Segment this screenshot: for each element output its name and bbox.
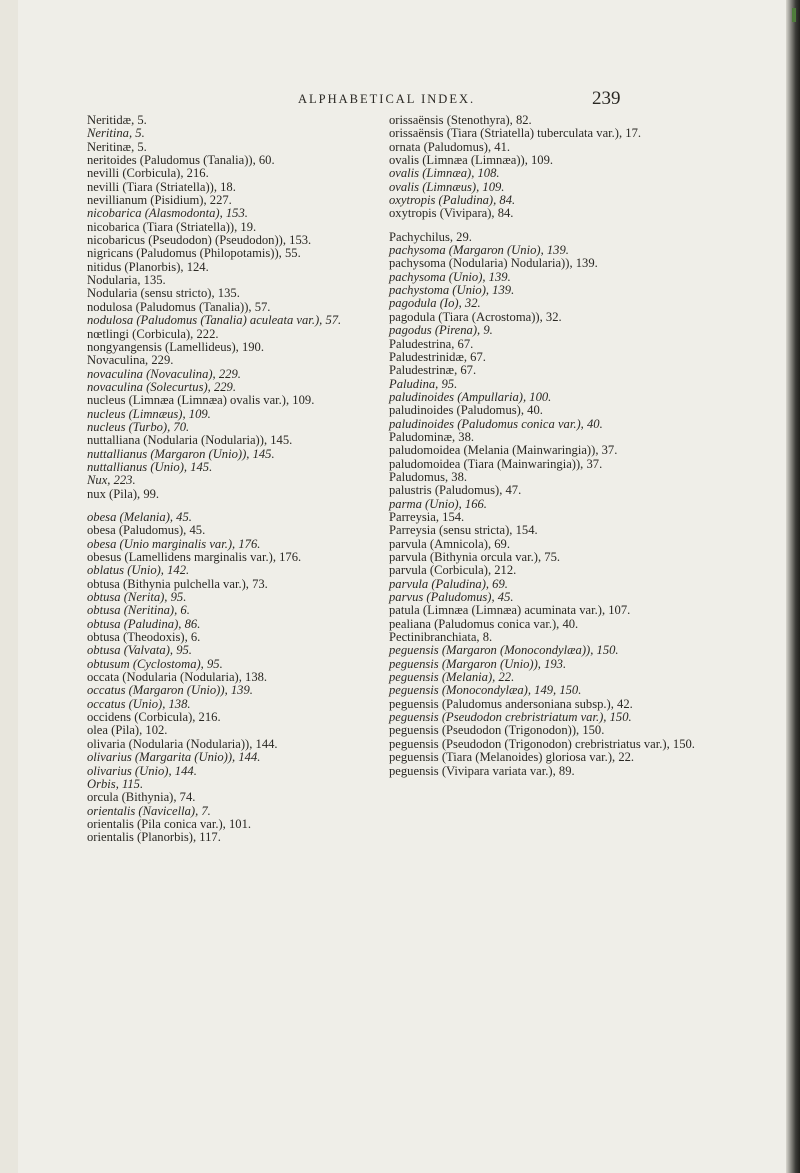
page-number: 239	[592, 88, 621, 109]
index-entry: nigricans (Paludomus (Philopotamis)), 55.	[87, 246, 301, 261]
index-entry: olea (Pila), 102.	[87, 723, 168, 738]
index-entry: peguensis (Margaron (Unio)), 193.	[389, 656, 567, 671]
index-entry: obtusa (Paludina), 86.	[87, 616, 201, 631]
index-entry: peguensis (Pseudodon crebristriatum var.), 150.	[389, 710, 632, 725]
index-entry: Parreysia, 154.	[389, 509, 465, 524]
index-entry: oxytropis (Paludina), 84.	[389, 193, 516, 208]
index-entry: Nodularia (sensu stricto), 135.	[87, 286, 240, 301]
index-entry: paludinoides (Paludomus), 40.	[389, 403, 543, 418]
index-entry: pachysoma (Margaron (Unio), 139.	[389, 243, 569, 258]
index-entry: nucleus (Limnæa (Limnæa) ovalis var.), 109.	[87, 393, 315, 408]
index-entry: nuttallianus (Unio), 145.	[87, 459, 213, 474]
index-entry: parvula (Amnicola), 69.	[389, 536, 510, 551]
index-entry: Parreysia (sensu stricta), 154.	[389, 523, 538, 538]
index-entry: peguensis (Vivipara variata var.), 89.	[389, 763, 575, 778]
index-entry: occata (Nodularia (Nodularia), 138.	[87, 670, 268, 685]
index-entry: orissaënsis (Tiara (Striatella) tuberculata var.), 17.	[389, 126, 642, 141]
index-entry: orientalis (Planorbis), 117.	[87, 830, 221, 845]
index-entry: Neritinæ, 5.	[87, 139, 147, 154]
index-entry: Orbis, 115.	[87, 776, 144, 791]
index-entry: pealiana (Paludomus conica var.), 40.	[389, 616, 579, 631]
index-entry: Neritina, 5.	[87, 126, 145, 141]
index-entry: nicobarica (Alasmodonta), 153.	[87, 206, 248, 221]
index-entry: parvus (Paludomus), 45.	[389, 590, 514, 605]
running-title: ALPHABETICAL INDEX.	[298, 92, 476, 106]
index-entry: Pectinibranchiata, 8.	[389, 630, 493, 645]
index-entry: Nux, 223.	[87, 473, 136, 488]
index-entry: occatus (Margaron (Unio)), 139.	[87, 683, 253, 698]
index-entry: peguensis (Melania), 22.	[389, 670, 515, 685]
index-entry: neritoides (Paludomus (Tanalia)), 60.	[87, 153, 275, 168]
index-entry: olivaria (Nodularia (Nodularia)), 144.	[87, 736, 278, 751]
index-entry: pagodula (Tiara (Acrostoma)), 32.	[389, 309, 562, 324]
index-entry: orcula (Bithynia), 74.	[87, 790, 196, 805]
index-entry: Novaculina, 229.	[87, 353, 174, 368]
index-entry: ovalis (Limnæus), 109.	[389, 179, 505, 194]
index-entry: palustris (Paludomus), 47.	[389, 483, 522, 498]
index-entry: Paludomus, 38.	[389, 469, 468, 484]
index-entry: nucleus (Limnæus), 109.	[87, 406, 211, 421]
index-entry: nevilli (Tiara (Striatella)), 18.	[87, 179, 236, 194]
index-entry: nevillianum (Pisidium), 227.	[87, 193, 232, 208]
index-entry: peguensis (Paludomus andersoniana subsp.), 42.	[389, 696, 633, 711]
index-column-left	[87, 114, 387, 845]
index-entry: pagodus (Pirena), 9.	[389, 323, 493, 338]
index-entry: orientalis (Pila conica var.), 101.	[87, 816, 252, 831]
index-entry: pachysoma (Unio), 139.	[389, 269, 511, 284]
index-entry: paludomoidea (Melania (Mainwaringia)), 37.	[389, 443, 618, 458]
index-entry: parvula (Paludina), 69.	[389, 576, 508, 591]
index-entry: novaculina (Novaculina), 229.	[87, 366, 241, 381]
index-entry: nitidus (Planorbis), 124.	[87, 259, 209, 274]
index-entry: olivarius (Margarita (Unio)), 144.	[87, 750, 261, 765]
index-entry: nicobarica (Tiara (Striatella)), 19.	[87, 219, 257, 234]
index-entry: Neritidæ, 5.	[87, 113, 147, 127]
index-entry: Paludestrinidæ, 67.	[389, 349, 486, 364]
index-entry: parvula (Corbicula), 212.	[389, 563, 517, 578]
index-entry: Pachychilus, 29.	[389, 229, 472, 244]
edge-marker	[792, 8, 796, 22]
book-edge	[786, 0, 800, 1173]
index-entry: obesa (Paludomus), 45.	[87, 523, 206, 538]
index-entry: orientalis (Navicella), 7.	[87, 803, 211, 818]
index-entry: paludinoides (Ampullaria), 100.	[389, 389, 552, 404]
index-entry: peguensis (Pseudodon (Trigonodon) crebristriatus var.), 150.	[389, 736, 695, 751]
index-entry: Nodularia, 135.	[87, 273, 166, 288]
index-entry: oxytropis (Vivipara), 84.	[389, 206, 514, 221]
index-entry: ovalis (Limnæa (Limnæa)), 109.	[389, 153, 554, 168]
index-entry: pachystoma (Unio), 139.	[389, 283, 515, 298]
index-entry: peguensis (Tiara (Melanoides) gloriosa var.), 22.	[389, 750, 635, 765]
index-entry: paludinoides (Paludomus conica var.), 40.	[389, 416, 603, 431]
index-entry: obesus (Lamellidens marginalis var.), 176.	[87, 550, 302, 564]
page-header	[0, 90, 800, 110]
index-entry: obtusa (Theodoxis), 6.	[87, 630, 201, 645]
index-entry: nicobaricus (Pseudodon) (Pseudodon)), 153.	[87, 233, 312, 248]
index-entry: obtusa (Nerita), 95.	[87, 590, 187, 605]
index-entry: Paludestrina, 67.	[389, 336, 474, 351]
index-entry: peguensis (Monocondylæa), 149, 150.	[389, 683, 582, 698]
index-entry: nuttalliana (Nodularia (Nodularia)), 145.	[87, 433, 293, 448]
index-entry: Paludestrinæ, 67.	[389, 363, 477, 378]
index-entry: ornata (Paludomus), 41.	[389, 139, 511, 154]
index-entry: ovalis (Limnæa), 108.	[389, 166, 500, 181]
index-entry: nux (Pila), 99.	[87, 486, 160, 501]
index-entry: Paludominæ, 38.	[389, 429, 475, 444]
index-entry: peguensis (Margaron (Monocondylæa)), 150.	[389, 643, 619, 658]
index-column-right	[389, 114, 719, 778]
index-entry: obtusum (Cyclostoma), 95.	[87, 656, 223, 671]
index-entry: obtusa (Valvata), 95.	[87, 643, 192, 658]
index-entry: obtusa (Neritina), 6.	[87, 603, 190, 618]
index-entry: nuttallianus (Margaron (Unio)), 145.	[87, 446, 275, 461]
index-entry: nucleus (Turbo), 70.	[87, 419, 190, 434]
index-entry: nœtlingi (Corbicula), 222.	[87, 326, 219, 341]
index-entry: nongyangensis (Lamellideus), 190.	[87, 339, 264, 354]
index-entry: parma (Unio), 166.	[389, 496, 487, 511]
index-entry: orissaënsis (Stenothyra), 82.	[389, 113, 532, 127]
index-entry: obesa (Unio marginalis var.), 176.	[87, 536, 261, 551]
index-entry: occatus (Unio), 138.	[87, 696, 191, 711]
index-entry: parvula (Bithynia orcula var.), 75.	[389, 550, 561, 564]
index-entry: occidens (Corbicula), 216.	[87, 710, 221, 725]
index-entry: olivarius (Unio), 144.	[87, 763, 197, 778]
index-entry: nodulosa (Paludomus (Tanalia)), 57.	[87, 299, 271, 314]
index-entry: peguensis (Pseudodon (Trigonodon)), 150.	[389, 723, 605, 738]
index-entry: nodulosa (Paludomus (Tanalia) aculeata var.), 57.	[87, 313, 342, 328]
index-entry: paludomoidea (Tiara (Mainwaringia)), 37.	[389, 456, 603, 471]
index-entry: pagodula (Io), 32.	[389, 296, 481, 311]
index-entry: obtusa (Bithynia pulchella var.), 73.	[87, 576, 268, 591]
index-entry: pachysoma (Nodularia) Nodularia)), 139.	[389, 256, 598, 271]
index-entry: Paludina, 95.	[389, 376, 458, 391]
index-entry: oblatus (Unio), 142.	[87, 563, 190, 578]
index-entry: novaculina (Solecurtus), 229.	[87, 379, 236, 394]
index-entry: obesa (Melania), 45.	[87, 509, 192, 524]
index-entry: nevilli (Corbicula), 216.	[87, 166, 209, 181]
index-entry: patula (Limnæa (Limnæa) acuminata var.), 107.	[389, 603, 631, 618]
